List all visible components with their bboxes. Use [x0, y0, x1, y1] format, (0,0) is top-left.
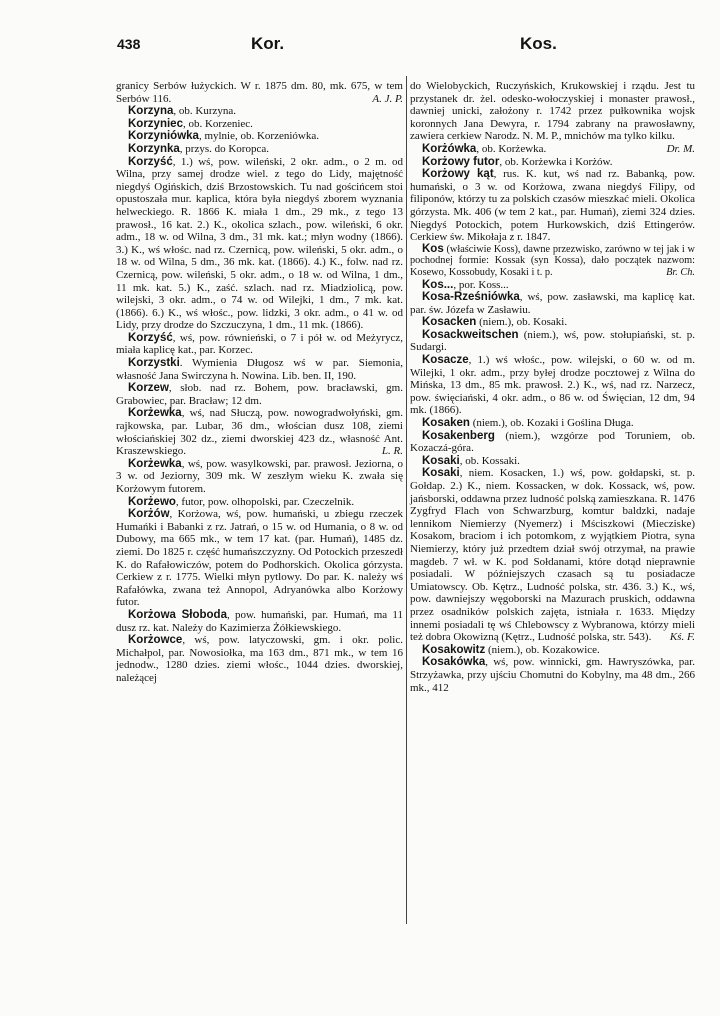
dictionary-entry: [116, 634, 403, 684]
entry-headword: Kosakenberg: [422, 429, 495, 442]
left-column: [116, 80, 403, 685]
dictionary-entry: [410, 644, 695, 657]
entry-text: , futor, pow. olhopolski, par. Czeczelnik.: [175, 495, 355, 508]
dictionary-entry: [410, 316, 695, 329]
entry-text: , niem. Kosacken, 1.) wś, pow. gołdapski, st. p. Gołdap. 2.) K., niem. Kossacken, w dok. Kossack, wś, pow. jańsborski, oddawna przez ludność polską zamieszkana. R. 1476 Zygfryd Flach von Schwarzburg, komtur baldzki, nadaje lennikom Niemierzy (Nyemerz) i Mściszkowi (Miecziske) Kosakom, braciom i ich potomkom, z wyjątkiem Piotra, syna Niemierzy, który już przedtem dział swój otrzymał, na prawie magdeb. 7 wł. w K. pod Sołdanami, które dotąd nieprawnie posiadali. W późniejszych czasach są tu posiadacze Umiatowscy. Ob. Kętrz., Ludność polska, str. 436. 3.) K., wś, pow. dawniejszy węgoborski na Mazurach pruskich, oddawna przez osadników polskich zajęta, istniała r. 1633. Między innemi posiadali tę wś Chlebowscy z Wybranowa, którzy mieli też dobra Okowizną (Kętrz., Ludność polska, str. 543).: [410, 467, 695, 644]
dictionary-entry: [410, 329, 695, 354]
entry-headword: Kosaken: [422, 417, 470, 430]
entry-headword: Kosakówka: [422, 656, 486, 669]
entry-text: , Korżowa, wś, pow. humański, u zbiegu rzeczek Humańki i Babanki z rz. Jatrań, o 15 w. od Humania, o 8 w. od Dubowy, ma 665 mk., w tem 17 kat. (par. Humań), 1485 dz. ziemi. Do 1825 r. część humańszczyzny. Od Potockich przeszedł K. do Rafałowiczów, potem do Podhorskich. Okolica górzysta. Cerkiew z r. 1775. Wielki młyn pytlowy. Do par. K. należy wś Rafałówka, zwana też Annopol, Adryanówka albo Korżowy futor.: [116, 508, 403, 609]
entry-headword: Kosackweitschen: [422, 328, 519, 341]
dictionary-entry: [116, 130, 403, 143]
entry-headword: Korżewo: [128, 495, 176, 508]
entry-headword: Korzyść: [128, 155, 173, 168]
dictionary-entry: [116, 80, 403, 105]
entry-signature: Kś. F.: [669, 631, 695, 644]
dictionary-entry: [410, 455, 695, 468]
entry-headword: Korzynka: [128, 142, 180, 155]
entry-headword: Korżowy futor: [422, 155, 500, 168]
left-guide-word: Kor.: [251, 34, 285, 53]
dictionary-entry: [116, 332, 403, 357]
entry-text: , 1.) wś włośc., pow. wilejski, o 60 w. od m. Wilejki, 1 okr. adm., przy byłej drodze pocztowej z Wilna do Mińska, 13 dm., 85 mk. prawosł. 2.) K., wś, nad rz. Narzecz, pow. święciański, 4 okr. adm., o 86 w. od Święcian, 12 dm, 94 mk. (1866).: [410, 354, 695, 417]
entry-headword: Korzyniówka: [128, 130, 199, 143]
entry-headword: Korzyna: [128, 105, 174, 118]
entry-headword: Korżowy kąt: [422, 168, 494, 181]
dictionary-entry: [116, 496, 403, 509]
right-guide-word: Kos.: [520, 34, 557, 53]
entry-text: , 1.) wś, pow. wileński, 2 okr. adm., o 2 m. od Wilna, przy samej drodze wiel. z tego do Lidy, majętność niegdyś Ogińskich, dziś Brzostowskich. Tu nad gościńcem stoi opustoszała mur. kaplica, która była niegdyś zborem wyznania helweckiego. R. 1866 K. miała 1 dm., 29 mk., z tego 13 prawosł., 16 kat. 2.) K., okolica szlach., pow. wileński, 6 okr. adm., 18 w. od Wilna, 3 dm., 31 mk. kat.; młyn wodny (1866). 3.) K., wś włośc. nad rz. Czernicą, pow. wileński, 5 okr. adm., o 18 w. od Wilna, 5 dm., 36 mk. kat. (1866). 4.) K., folw. nad rz. Czernicą, pow. wileński, 5 okr. adm., o 18 w. od Wilna, 1 dm., 11 mk. kat. 5.) K., zaść. szlach. nad rz. Miadziolicą, pow. wilejski, 3 okr. adm., o 74 w. od Wilejki, 1 dm., 7 mk. kat. (1866). 6.) K., wś włośc., pow. lidzki, 3 okr. adm., o 41 w. od Lidy, przy drodze do Szczuczyna, 1 dm., 11 mk. (1866).: [116, 155, 403, 332]
dictionary-entry: [116, 609, 403, 634]
entry-text: , ob. Korzeniec.: [182, 117, 253, 130]
entry-headword: Korżewka: [128, 407, 182, 420]
dictionary-entry: [410, 467, 695, 643]
dictionary-entry: [410, 279, 695, 292]
entry-text: , ob. Kurzyna.: [173, 105, 236, 118]
entry-text: do Wielobyckich, Ruczyńskich, Krukowskiej i rządu. Jest tu przystanek dr. żel. odesko-wołoczyskiej i monaster prawosł., dawniej unicki, założony r. 1742 przez pułkownika wojsk koronnych Jana Dewyra, r. 1794 zabrany na prawosławny, zawiera cerkiew Narodz. N. M. P., mnichów ma tylko kilku.: [410, 80, 695, 143]
entry-signature: L. R.: [381, 445, 403, 458]
dictionary-entry: [410, 656, 695, 694]
entry-text: (niem.), ob. Kosaki.: [476, 316, 568, 329]
entry-text: , wś, pow. wasylkowski, par. prawosł. Jeziorna, o 3 w. od Jeziorny, 309 mk. W zeszłym wieku K. zwała się Korżowym futorem.: [116, 457, 403, 495]
entry-headword: Korzystki: [128, 357, 180, 370]
entry-text: , por. Koss...: [453, 278, 509, 291]
entry-text: (niem.), ob. Kozakowice.: [485, 643, 600, 656]
entry-text: , ob. Kossaki.: [459, 454, 520, 467]
page-number: 438: [117, 36, 141, 52]
entry-text: , wś, pow. zasławski, ma kaplicę kat. par. św. Józefa w Zasławiu.: [410, 291, 695, 316]
entry-text: , przys. do Koropca.: [179, 142, 269, 155]
dictionary-entry: [116, 143, 403, 156]
entry-headword: Kosakowitz: [422, 643, 486, 656]
dictionary-entry: [410, 156, 695, 169]
dictionary-entry: [116, 105, 403, 118]
dictionary-entry: [410, 430, 695, 455]
entry-headword: Korżów: [128, 508, 170, 521]
entry-signature: Br. Ch.: [666, 266, 695, 278]
dictionary-entry: [116, 407, 403, 457]
entry-text: (niem.), wzgórze pod Toruniem, ob. Kozaczá-góra.: [410, 429, 695, 455]
entry-text: , pow. humański, par. Humań, ma 11 dusz rz. kat. Należy do Kazimierza Żółkiewskiego.: [116, 608, 403, 634]
entry-text: , wś, pow. latyczowski, gm. i okr. polic. Michałpol, par. Nowosiołka, ma 163 dm., 871 mk., w tem 16 jednodw., 1280 dzies. ziemi włośc., 1044 dzies. dworskiej, należącej: [116, 634, 403, 684]
entry-text: (niem.), ob. Kozaki i Goślina Długa.: [469, 417, 634, 430]
dictionary-entry: [116, 118, 403, 131]
dictionary-entry: [116, 357, 403, 382]
column-divider: [406, 76, 407, 924]
entry-text: , mylnie, ob. Korzeniówka.: [198, 130, 319, 143]
entry-text: , wś, nad Słuczą, pow. nowogradwołyński, gm. rajkowska, par. Lubar, 36 dm., włościan dusz 108, ziemi włościańskiej 302 dz., ziemi dworskiej 423 dz., własność Ant. Kraszewskiego.: [116, 407, 403, 458]
entry-headword: Kosacken: [422, 316, 477, 329]
entry-text: , ob. Korżewka.: [476, 142, 547, 155]
entry-headword: Kosa-Rześniówka: [422, 291, 520, 304]
entry-text: , słob. nad rz. Bohem, pow. bracławski, gm. Grabowiec, par. Bracław; 12 dm.: [116, 382, 403, 407]
entry-headword: Korżowa Słoboda: [128, 608, 227, 621]
entry-text: (właściwie Koss), dawne przezwisko, zarówno w tej jak i w pochodnej formie: Kossak (syn Kossa), dało początek nazwom: Kosewo, Kossobudy, Kosaki i t. p.: [410, 243, 695, 278]
running-header: [0, 34, 720, 58]
entry-text: granicy Serbów łużyckich. W r. 1875 dm. 80, mk. 675, w tem Serbów 116.: [116, 80, 403, 105]
entry-text: , rus. K. kut, wś nad rz. Babanką, pow. humański, o 3 w. od Korżowa, zwana niegdyś Filipy, od filiponów, którzy tu za polskich czasów mieszkać mieli. Okolica górzysta. Mk. 406 (w tem 2 kat., par. Humań), ziemi 324 dzies. Niegdyś Potockich, potem Hurkowskich, dziś Ettingerów. Cerkiew św. Mikołaja z r. 1847.: [410, 168, 695, 244]
entry-headword: Kos...: [422, 278, 454, 291]
dictionary-entry: [116, 508, 403, 609]
entry-text: , wś, pow. winnicki, gm. Hawryszówka, par. Strzyżawka, przy ujściu Chomutni do Kobylny, ma 48 dm., 266 mk., 412: [410, 656, 695, 694]
entry-headword: Kosaki: [422, 454, 460, 467]
right-column: [410, 80, 695, 694]
entry-headword: Korżowce: [128, 634, 183, 647]
entry-signature: A. J. P.: [372, 92, 403, 105]
dictionary-entry: [410, 143, 695, 156]
dictionary-entry: [410, 354, 695, 417]
entry-headword: Korżewka: [128, 457, 182, 470]
dictionary-entry: [116, 156, 403, 332]
entry-text: . Wymienia Długosz wś w par. Siemonia, własność Jana Swirczyna h. Nowina. Lib. ben. II, 190.: [116, 357, 403, 382]
entry-text: (niem.), wś, pow. stołupiański, st. p. Sudargi.: [410, 328, 695, 354]
entry-headword: Korzew: [128, 382, 169, 395]
entry-headword: Korzyść: [128, 331, 173, 344]
entry-text: , ob. Korżewka i Korżów.: [499, 155, 613, 168]
dictionary-entry: [410, 417, 695, 430]
dictionary-entry: [410, 244, 695, 279]
entry-headword: Kos: [422, 242, 444, 255]
entry-text: , wś, pow. równieński, o 7 i pół w. od Meżyrycz, miała kaplicę kat., par. Korzec.: [116, 331, 403, 357]
dictionary-entry: [116, 382, 403, 407]
entry-headword: Korzyniec: [128, 117, 183, 130]
dictionary-entry: [410, 291, 695, 316]
entry-headword: Korżówka: [422, 142, 477, 155]
entry-headword: Kosacze: [422, 354, 469, 367]
dictionary-entry: [116, 458, 403, 496]
dictionary-entry: [410, 168, 695, 244]
entry-signature: Dr. M.: [666, 142, 695, 155]
entry-headword: Kosaki: [422, 467, 460, 480]
